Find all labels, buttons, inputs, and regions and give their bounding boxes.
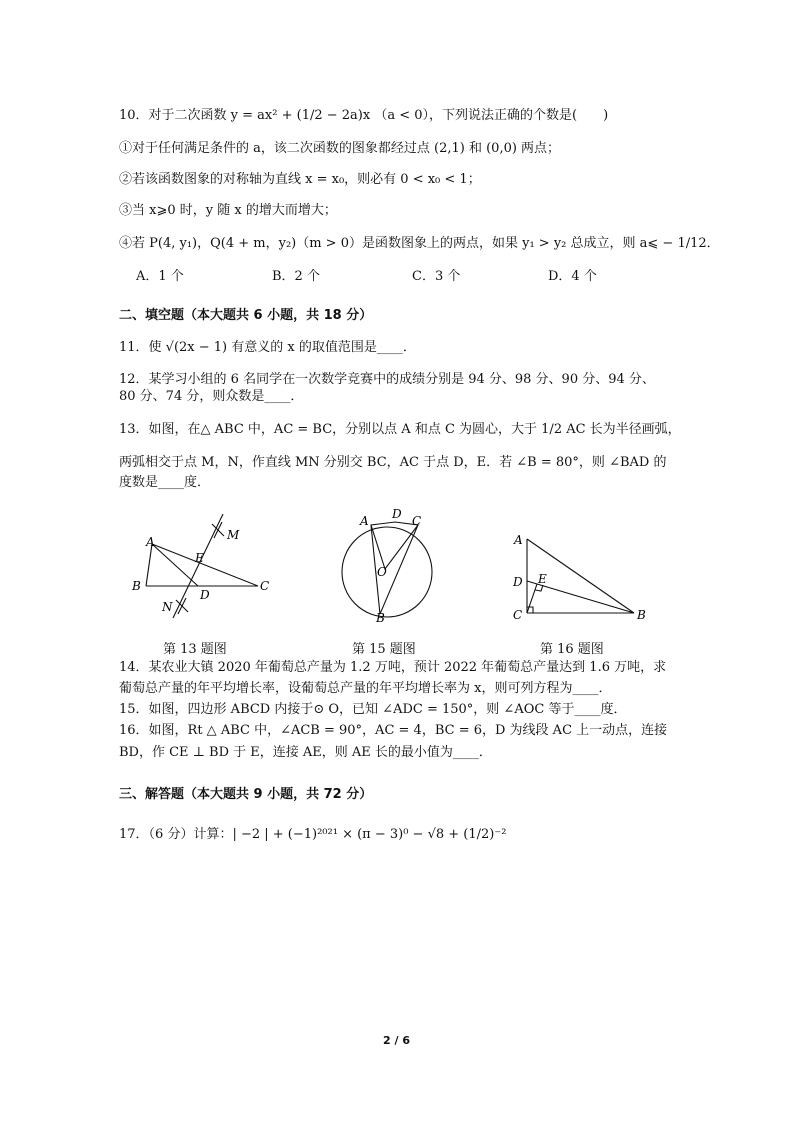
q10-option-c[interactable]: C．3 个 xyxy=(412,269,461,284)
q10-statement-3: ③当 x⩾0 时，y 随 x 的增大而增大； xyxy=(119,203,337,218)
q12-line-2: 80 分、74 分，则众数是____． xyxy=(119,389,304,404)
q10-statement-2: ②若该函数图象的对称轴为直线 x = x₀，则必有 0 < x₀ < 1； xyxy=(119,172,481,187)
radii-ao-oc xyxy=(371,525,418,569)
segment-ab xyxy=(146,544,152,586)
fig16-label-d: D xyxy=(513,575,523,589)
figure-15 xyxy=(335,505,450,625)
fig15-label-o: O xyxy=(377,565,387,579)
q13-line-3: 度数是____度． xyxy=(119,475,211,490)
q11: 11．使 √(2x − 1) 有意义的 x 的取值范围是____． xyxy=(119,340,416,355)
q12-line-1: 12．某学习小组的 6 名同学在一次数学竞赛中的成绩分别是 94 分、98 分、90 分、94 分、 xyxy=(119,372,655,387)
q13-line-2: 两弧相交于点 M，N，作直线 MN 分别交 BC，AC 于点 D，E．若 ∠B = 80°，则 ∠BAD 的 xyxy=(119,455,667,470)
q14-line-2: 葡萄总产量的年平均增长率，设葡萄总产量的年平均增长率为 x，则可列方程为____． xyxy=(119,681,612,696)
q10-option-a[interactable]: A．1 个 xyxy=(136,269,184,284)
fig13-label-e: E xyxy=(195,551,204,565)
figure-16 xyxy=(508,528,658,623)
fig13-label-a: A xyxy=(146,535,155,549)
q10-option-b[interactable]: B．2 个 xyxy=(272,269,320,284)
fig16-label-a: A xyxy=(514,533,523,547)
q14-line-1: 14．某农业大镇 2020 年葡萄总产量为 1.2 万吨，预计 2022 年葡萄总产量达到 1.6 万吨，求 xyxy=(119,660,667,675)
fig16-label-b: B xyxy=(637,608,646,622)
figure-13 xyxy=(128,510,278,620)
caption-fig-16: 第 16 题图 xyxy=(540,642,604,657)
q10-stem: 10．对于二次函数 y = ax² + (1/2 − 2a)x （a < 0），下列说法正确的个数是( ) xyxy=(119,108,609,123)
fig16-label-e: E xyxy=(538,572,547,586)
fig15-label-b: B xyxy=(376,611,385,625)
q16-line-1: 16．如图，Rt △ ABC 中，∠ACB = 90°，AC = 4，BC = 6，D 为线段 AC 上一动点，连接 xyxy=(119,723,668,738)
circle-o xyxy=(342,527,432,617)
fig13-label-b: B xyxy=(132,579,141,593)
q10-statement-1: ①对于任何满足条件的 a，该二次函数的图象都经过点 (2,1) 和 (0,0) 两点； xyxy=(119,141,561,156)
fig15-label-d: D xyxy=(392,507,402,521)
fig13-label-n: N xyxy=(162,600,173,614)
q10-option-d[interactable]: D．4 个 xyxy=(548,269,597,284)
fig13-label-d: D xyxy=(200,588,210,602)
page-number: 2 / 6 xyxy=(383,1034,410,1047)
q13-line-1: 13．如图，在△ ABC 中，AC = BC，分别以点 A 和点 C 为圆心，大于 1/2 AC 长为半径画弧， xyxy=(119,422,681,437)
fig13-label-c: C xyxy=(260,579,270,593)
fig15-label-a: A xyxy=(360,514,369,528)
segment-ce xyxy=(527,584,537,613)
section-3-heading: 三、解答题（本大题共 9 小题，共 72 分） xyxy=(119,787,373,802)
q17: 17．（6 分）计算：| −2 | + (−1)²⁰²¹ × (π − 3)⁰ − √8 + (1/2)⁻² xyxy=(119,827,507,842)
q10-statement-4: ④若 P(4, y₁)，Q(4 + m，y₂)（m > 0）是函数图象上的两点，如果 y₁ > y₂ 总成立，则 a⩽ − 1/12． xyxy=(119,236,720,251)
section-2-heading: 二、填空题（本大题共 6 小题，共 18 分） xyxy=(119,308,373,323)
fig15-label-c: C xyxy=(412,514,422,528)
q16-line-2: BD，作 CE ⊥ BD 于 E，连接 AE，则 AE 长的最小值为____． xyxy=(119,745,492,760)
caption-fig-13: 第 13 题图 xyxy=(163,642,227,657)
fig16-label-c: C xyxy=(513,608,523,622)
q10-options xyxy=(136,265,656,283)
caption-fig-15: 第 15 题图 xyxy=(352,642,416,657)
fig13-label-m: M xyxy=(227,528,240,542)
line-mn xyxy=(173,514,223,618)
q15: 15．如图，四边形 ABCD 内接于⊙ O，已知 ∠ADC = 150°，则 ∠AOC 等于____度． xyxy=(119,702,627,717)
